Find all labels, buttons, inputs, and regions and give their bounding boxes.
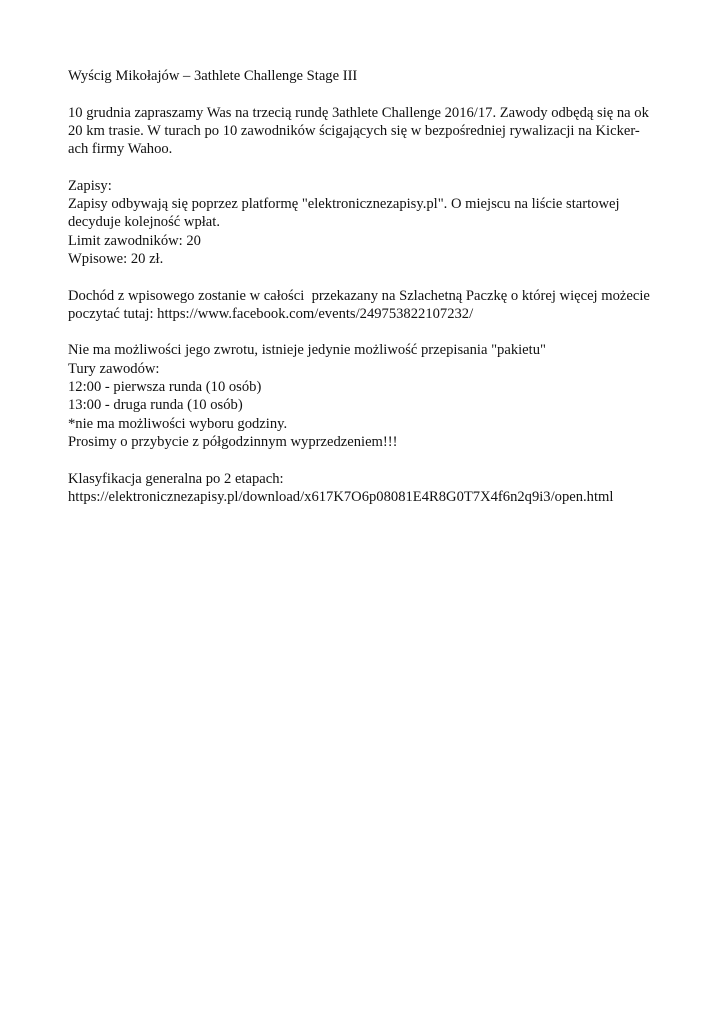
intro-line: 10 grudnia zapraszamy Was na trzecią rundę 3athlete Challenge 2016/17. Zawody odbędą się na ok <box>68 104 649 121</box>
classification-paragraph <box>68 470 668 507</box>
refund-note: Nie ma możliwości jego zwrotu, istnieje jedynie możliwość przepisania "pakietu" <box>68 342 546 359</box>
paragraph-gap <box>68 85 668 103</box>
registration-paragraph <box>68 177 668 268</box>
registration-line: Zapisy odbywają się poprzez platformę "elektronicznezapisy.pl". O miejscu na liście startowej <box>68 196 620 213</box>
rounds-heading: Tury zawodów: <box>68 360 160 377</box>
intro-paragraph <box>68 104 668 159</box>
paragraph-gap <box>68 323 668 341</box>
entry-fee: Wpisowe: 20 zł. <box>68 250 164 267</box>
paragraph-gap <box>68 268 668 286</box>
paragraph-gap <box>68 451 668 469</box>
round-item: 12:00 - pierwsza runda (10 osób) <box>68 379 262 396</box>
registration-line: decyduje kolejność wpłat. <box>68 214 220 231</box>
registration-heading: Zapisy: <box>68 177 112 194</box>
arrival-note: Prosimy o przybycie z półgodzinnym wyprzedzeniem!!! <box>68 433 398 450</box>
intro-line: 20 km trasie. W turach po 10 zawodników ścigających się w bezpośredniej rywalizacji na Kicker- <box>68 122 640 139</box>
time-choice-note: *nie ma możliwości wyboru godziny. <box>68 415 288 432</box>
rounds-paragraph <box>68 341 668 451</box>
charity-line: Dochód z wpisowego zostanie w całości przekazany na Szlachetną Paczkę o której więcej możecie <box>68 287 650 304</box>
classification-link: https://elektronicznezapisy.pl/download/x617K7O6p08081E4R8G0T7X4f6n2q9i3/open.html <box>68 488 614 505</box>
charity-link-line: poczytać tutaj: https://www.facebook.com/events/249753822107232/ <box>68 305 474 322</box>
document-body <box>68 67 668 506</box>
paragraph-gap <box>68 158 668 176</box>
round-item: 13:00 - druga runda (10 osób) <box>68 397 243 414</box>
document-title: Wyścig Mikołajów – 3athlete Challenge Stage III <box>68 68 358 84</box>
participant-limit: Limit zawodników: 20 <box>68 232 201 249</box>
classification-heading: Klasyfikacja generalna po 2 etapach: <box>68 470 284 487</box>
charity-paragraph <box>68 287 668 324</box>
intro-line: ach firmy Wahoo. <box>68 141 173 158</box>
